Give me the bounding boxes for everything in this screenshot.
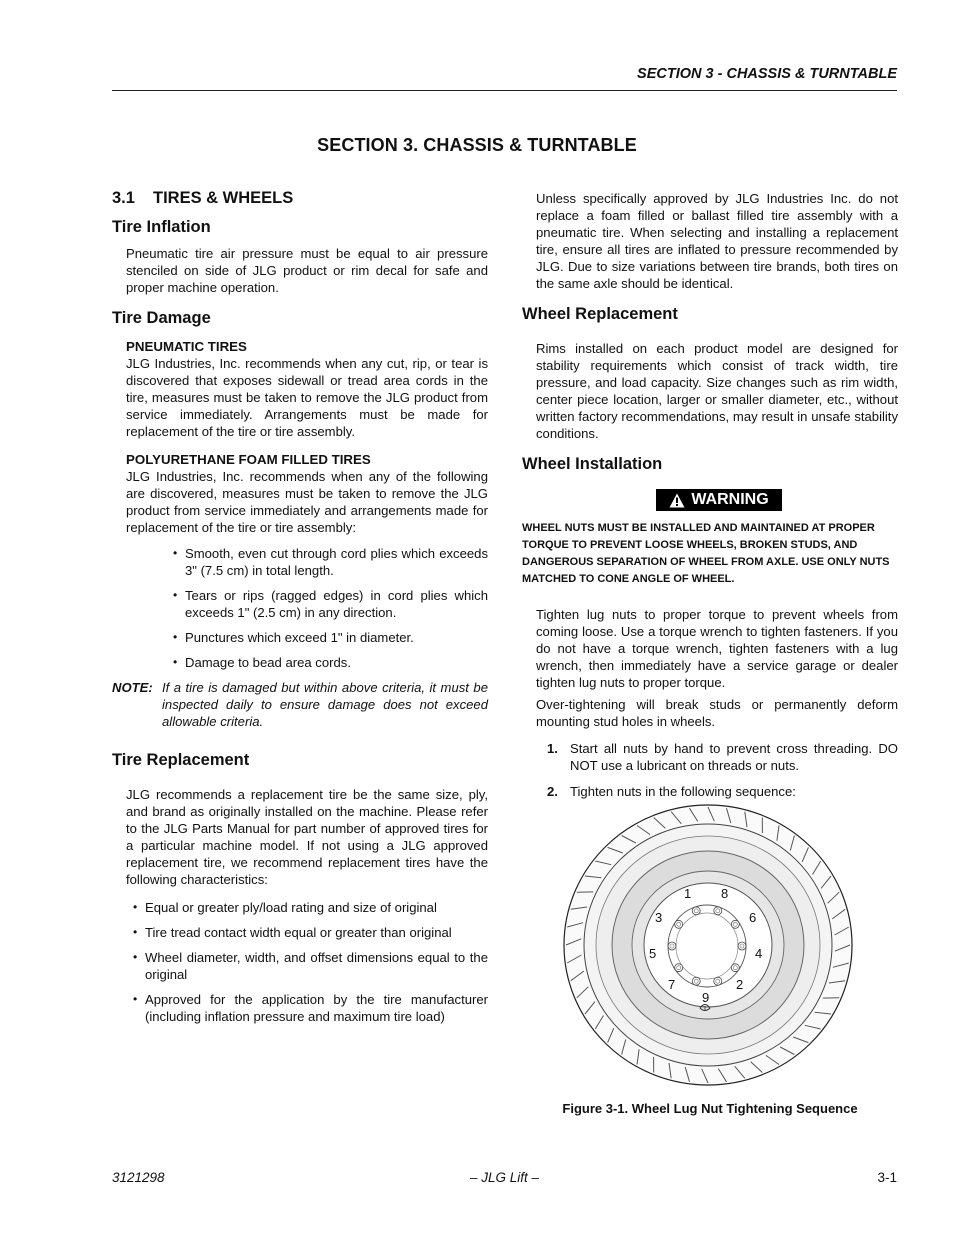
lug-label-6: 6: [749, 910, 757, 925]
note-label: NOTE:: [112, 680, 153, 695]
lug-label-7: 7: [668, 977, 676, 992]
note-text: If a tire is damaged but within above criteria, it must be inspected daily to ensure damage does not exceed allowable criteria.: [162, 680, 488, 729]
wheel-replacement-text: Rims installed on each product model are designed for stability requirements which consist of track width, tire pressure, and load capacity. Size changes such as rim width, center piece location, larger or smaller diameter, etc., without written factory recommendations, may result in unsafe stability conditions.: [536, 341, 898, 441]
list-item: • Punctures which exceed 1" in diameter.: [185, 629, 488, 646]
lug-stud: [668, 942, 676, 950]
foam-tires-heading: POLYURETHANE FOAM FILLED TIRES: [126, 452, 371, 467]
section-heading: [112, 190, 488, 207]
lug-label-9: 9: [702, 990, 710, 1005]
wheel-installation-heading: Wheel Installation: [522, 455, 663, 473]
damage-criteria-list: [185, 545, 488, 671]
lug-label-3: 3: [655, 910, 663, 925]
list-item: • Approved for the application by the tire manufacturer (including inflation pressure and maximum tire load): [145, 991, 488, 1025]
list-item: • Tears or rips (ragged edges) in cord plies which exceeds 1" (2.5 cm) in any direction.: [185, 587, 488, 621]
left-column: [112, 190, 488, 1033]
step-text: Tighten nuts in the following sequence:: [570, 784, 796, 799]
step-text: Start all nuts by hand to prevent cross threading. DO NOT use a lubricant on threads or nuts.: [570, 741, 898, 773]
wheel-replacement-heading: Wheel Replacement: [522, 305, 678, 323]
step-item: [547, 740, 898, 774]
wheel-lug-nut-diagram: [561, 803, 856, 1087]
list-item: • Wheel diameter, width, and offset dimensions equal to the original: [145, 949, 488, 983]
figure-caption: Figure 3-1. Wheel Lug Nut Tightening Sequence: [562, 1101, 858, 1116]
tire-replacement-heading: Tire Replacement: [112, 751, 250, 769]
tire-inflation-text: Pneumatic tire air pressure must be equal to air pressure stenciled on side of JLG product or rim decal for safe and proper machine operation.: [126, 246, 488, 295]
warning-text: WHEEL NUTS MUST BE INSTALLED AND MAINTAINED AT PROPER TORQUE TO PREVENT LOOSE WHEELS, BROKEN STUDS, AND DANGEROUS SEPARATION OF WHEEL FROM AXLE. USE ONLY NUTS MATCHED TO CONE ANGLE OF WHEEL.: [522, 522, 890, 585]
lug-label-2: 2: [736, 977, 744, 992]
torque-paragraph: Tighten lug nuts to proper torque to prevent wheels from coming loose. Use a torque wrench to tighten fasteners. If you do not have a torque wrench, tighten fasteners with a lug wrench, then immediately have a service garage or dealer tighten lug nuts to proper torque.: [536, 607, 898, 690]
tire-inflation-heading: Tire Inflation: [112, 218, 211, 236]
step-number: 2.: [547, 784, 558, 799]
section-title: TIRES & WHEELS: [153, 189, 294, 207]
installation-steps: [547, 740, 898, 800]
section-number: 3.1: [112, 189, 135, 207]
warning-label: WARNING: [691, 491, 769, 508]
foam-tires-text: JLG Industries, Inc. recommends when any of the following are discovered, measures must be taken to remove the JLG product from service immediately and arrangements made for replacement of the tire or tire assembly:: [126, 469, 488, 535]
pneumatic-tires-heading: PNEUMATIC TIRES: [126, 339, 247, 354]
note: [112, 679, 488, 730]
lug-stud: [738, 942, 746, 950]
tire-replacement-continuation: Unless specifically approved by JLG Industries Inc. do not replace a foam filled or ballast filled tire assembly with a pneumatic tire. When selecting and installing a replacement tire, ensure all tires are inflated to pressure recommended by JLG. Due to size variations between tire brands, both tires on the same axle should be identical.: [536, 191, 898, 291]
lug-stud: [731, 920, 739, 928]
warning-badge: [656, 489, 782, 511]
right-column: [522, 190, 898, 809]
replacement-criteria-list: [145, 899, 488, 1025]
lug-stud: [692, 977, 700, 985]
page-title: SECTION 3. CHASSIS & TURNTABLE: [317, 135, 637, 155]
list-item: • Tire tread contact width equal or greater than original: [145, 924, 488, 941]
lug-stud: [675, 964, 683, 972]
list-item: • Damage to bead area cords.: [185, 654, 488, 671]
tire-damage-heading: Tire Damage: [112, 309, 211, 327]
tire-replacement-text: JLG recommends a replacement tire be the same size, ply, and brand as originally installed on the machine. Please refer to the JLG Parts Manual for part number of approved tires for a particular machine model. If not using a JLG approved replacement tire, we recommend replacement tires have the following characteristics:: [126, 787, 488, 887]
lug-stud: [675, 920, 683, 928]
list-item: • Equal or greater ply/load rating and size of original: [145, 899, 488, 916]
step-item: [547, 783, 898, 800]
lug-label-5: 5: [649, 946, 657, 961]
footer-center: – JLG Lift –: [469, 1170, 540, 1185]
running-header: SECTION 3 - CHASSIS & TURNTABLE: [112, 66, 897, 91]
overtightening-paragraph: Over-tightening will break studs or permanently deform mounting stud holes in wheels.: [536, 697, 898, 729]
page-number: 3-1: [877, 1170, 897, 1185]
step-number: 1.: [547, 741, 558, 756]
lug-stud: [714, 907, 722, 915]
lug-label-1: 1: [684, 886, 692, 901]
lug-stud: [731, 964, 739, 972]
list-item: • Smooth, even cut through cord plies which exceeds 3" (7.5 cm) in total length.: [185, 545, 488, 579]
pneumatic-tires-text: JLG Industries, Inc. recommends when any cut, rip, or tear is discovered that exposes sidewall or tread area cords in the tire, measures must be taken to remove the JLG product from service immediately. Arrangements must be made for replacement of the tire or tire assembly.: [126, 356, 488, 439]
document-number: 3121298: [112, 1170, 165, 1185]
lug-label-4: 4: [755, 946, 763, 961]
lug-stud: [692, 907, 700, 915]
rim: [612, 851, 804, 1039]
lug-label-8: 8: [721, 886, 729, 901]
warning-triangle-icon: [669, 493, 685, 508]
lug-stud: [714, 977, 722, 985]
